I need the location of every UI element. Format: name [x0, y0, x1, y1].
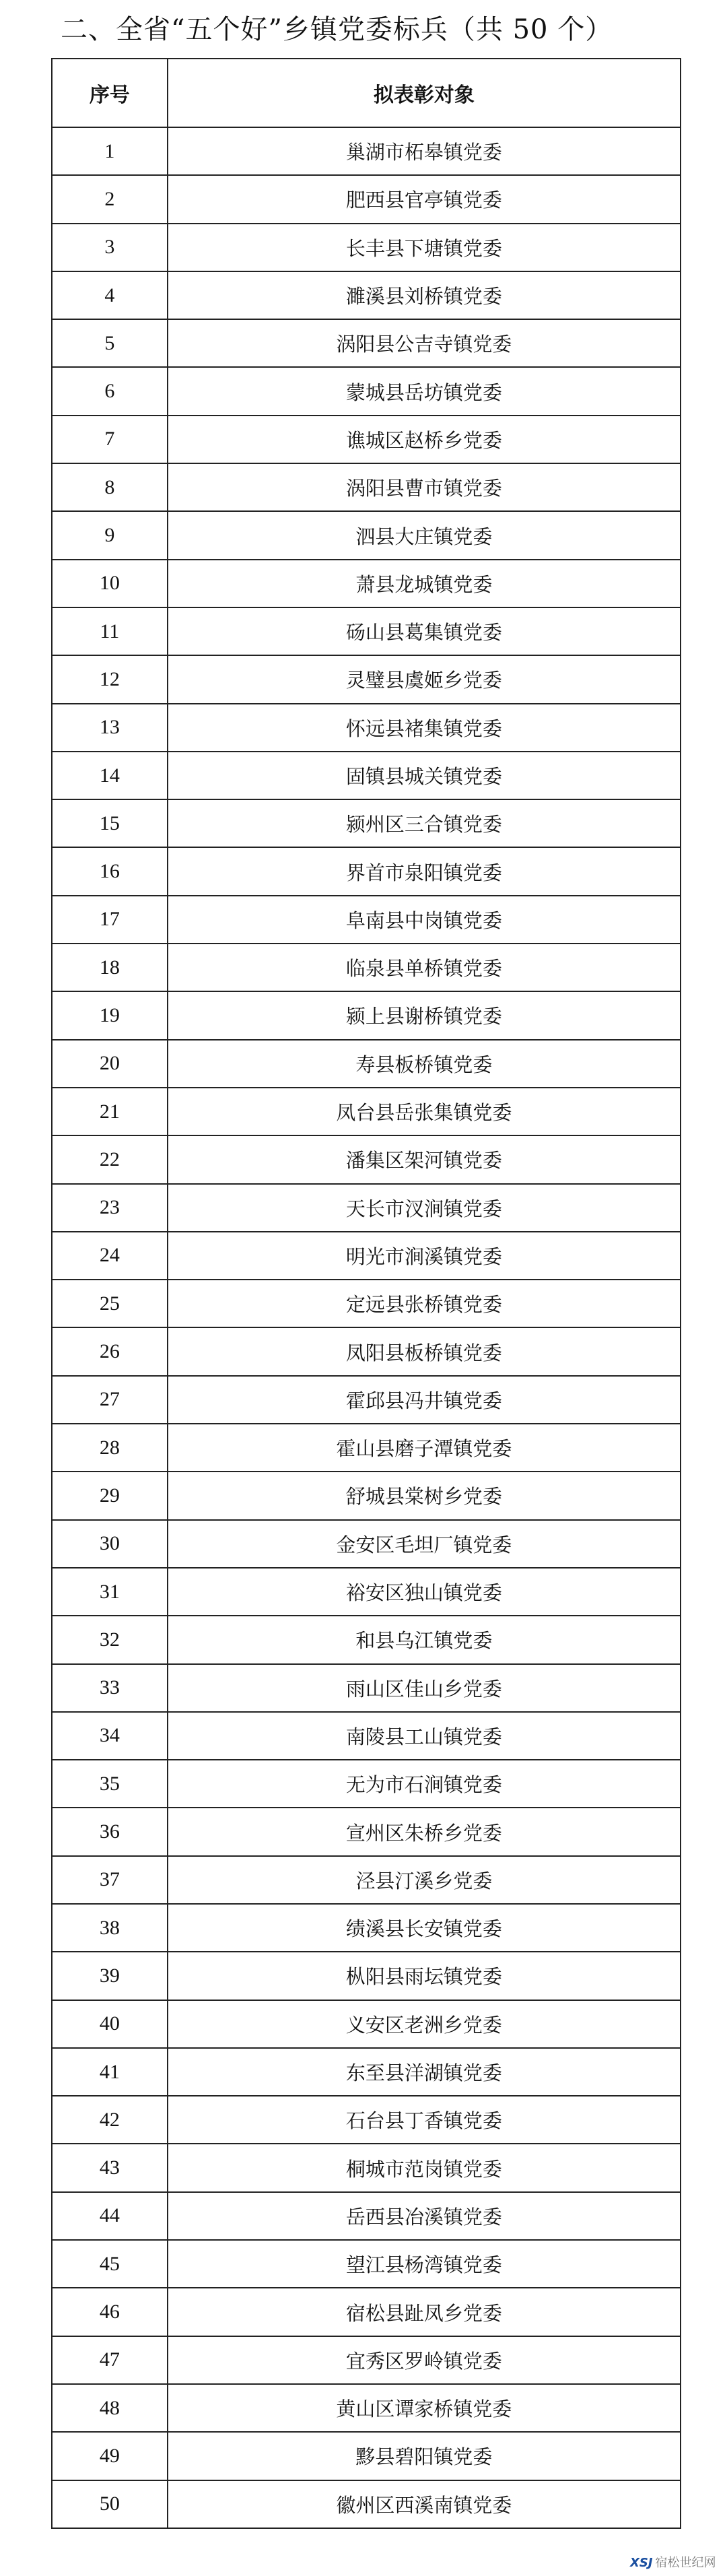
row-serial-number: 46: [52, 2288, 168, 2336]
row-serial-number: 34: [52, 1712, 168, 1760]
table-row: [52, 1135, 681, 1183]
row-commendation-target: 宿松县趾凤乡党委: [168, 2288, 681, 2336]
watermark-text: 宿松世纪网: [655, 2556, 716, 2570]
row-serial-number: 32: [52, 1616, 168, 1663]
row-serial-number: 26: [52, 1327, 168, 1375]
row-serial-number: 9: [52, 511, 168, 559]
row-commendation-target: 裕安区独山镇党委: [168, 1568, 681, 1616]
row-serial-number: 27: [52, 1376, 168, 1424]
row-commendation-target: 阜南县中岗镇党委: [168, 896, 681, 944]
table-row: [52, 2000, 681, 2048]
table-row: [52, 1664, 681, 1712]
row-commendation-target: 涡阳县公吉寺镇党委: [168, 319, 681, 367]
row-serial-number: 6: [52, 367, 168, 415]
table-row: [52, 367, 681, 415]
row-commendation-target: 黄山区谭家桥镇党委: [168, 2384, 681, 2432]
table-row: [52, 1327, 681, 1375]
table-row: [52, 847, 681, 895]
row-commendation-target: 颍上县谢桥镇党委: [168, 991, 681, 1039]
row-commendation-target: 宜秀区罗岭镇党委: [168, 2336, 681, 2384]
table-row: [52, 704, 681, 752]
row-commendation-target: 潘集区架河镇党委: [168, 1135, 681, 1183]
table-row: [52, 1952, 681, 2000]
row-serial-number: 18: [52, 944, 168, 991]
row-commendation-target: 徽州区西溪南镇党委: [168, 2480, 681, 2528]
row-serial-number: 16: [52, 847, 168, 895]
table-row: [52, 1040, 681, 1088]
row-serial-number: 15: [52, 799, 168, 847]
table-row: [52, 2192, 681, 2240]
table-row: [52, 944, 681, 991]
row-commendation-target: 义安区老洲乡党委: [168, 2000, 681, 2048]
row-commendation-target: 临泉县单桥镇党委: [168, 944, 681, 991]
row-serial-number: 19: [52, 991, 168, 1039]
row-commendation-target: 泾县汀溪乡党委: [168, 1856, 681, 1904]
watermark: [630, 2553, 716, 2571]
row-serial-number: 5: [52, 319, 168, 367]
table-row: [52, 1472, 681, 1519]
row-commendation-target: 固镇县城关镇党委: [168, 752, 681, 799]
row-commendation-target: 谯城区赵桥乡党委: [168, 416, 681, 463]
row-serial-number: 23: [52, 1184, 168, 1232]
table-row: [52, 1424, 681, 1472]
row-commendation-target: 界首市泉阳镇党委: [168, 847, 681, 895]
table-row: [52, 991, 681, 1039]
table-row: [52, 1088, 681, 1135]
row-commendation-target: 雨山区佳山乡党委: [168, 1664, 681, 1712]
table-row: [52, 2288, 681, 2336]
table-row: [52, 655, 681, 703]
row-serial-number: 43: [52, 2144, 168, 2191]
commendation-table: [51, 58, 681, 2529]
row-serial-number: 49: [52, 2432, 168, 2480]
row-commendation-target: 望江县杨湾镇党委: [168, 2240, 681, 2288]
table-row: [52, 2480, 681, 2528]
table-row: [52, 799, 681, 847]
row-commendation-target: 定远县张桥镇党委: [168, 1280, 681, 1327]
row-serial-number: 44: [52, 2192, 168, 2240]
row-commendation-target: 东至县洋湖镇党委: [168, 2048, 681, 2096]
row-serial-number: 21: [52, 1088, 168, 1135]
row-serial-number: 36: [52, 1808, 168, 1855]
table-row: [52, 175, 681, 223]
table-row: [52, 1712, 681, 1760]
row-serial-number: 14: [52, 752, 168, 799]
row-serial-number: 48: [52, 2384, 168, 2432]
row-serial-number: 1: [52, 127, 168, 175]
row-commendation-target: 霍邱县冯井镇党委: [168, 1376, 681, 1424]
row-serial-number: 25: [52, 1280, 168, 1327]
row-serial-number: 2: [52, 175, 168, 223]
table-row: [52, 752, 681, 799]
row-commendation-target: 凤阳县板桥镇党委: [168, 1327, 681, 1375]
row-serial-number: 12: [52, 655, 168, 703]
row-commendation-target: 砀山县葛集镇党委: [168, 607, 681, 655]
row-serial-number: 38: [52, 1904, 168, 1952]
row-serial-number: 31: [52, 1568, 168, 1616]
row-serial-number: 37: [52, 1856, 168, 1904]
row-serial-number: 29: [52, 1472, 168, 1519]
header-commendation-target: 拟表彰对象: [168, 59, 681, 127]
row-commendation-target: 萧县龙城镇党委: [168, 560, 681, 607]
table-row: [52, 463, 681, 511]
table-row: [52, 2048, 681, 2096]
table-row: [52, 1280, 681, 1327]
table-row: [52, 1232, 681, 1280]
table-row: [52, 2144, 681, 2191]
row-commendation-target: 桐城市范岗镇党委: [168, 2144, 681, 2191]
table-row: [52, 127, 681, 175]
row-commendation-target: 蒙城县岳坊镇党委: [168, 367, 681, 415]
row-serial-number: 22: [52, 1135, 168, 1183]
row-commendation-target: 黟县碧阳镇党委: [168, 2432, 681, 2480]
table-row: [52, 2384, 681, 2432]
row-serial-number: 33: [52, 1664, 168, 1712]
table-row: [52, 1808, 681, 1855]
row-serial-number: 30: [52, 1520, 168, 1568]
row-serial-number: 45: [52, 2240, 168, 2288]
row-commendation-target: 涡阳县曹市镇党委: [168, 463, 681, 511]
table-row: [52, 896, 681, 944]
row-commendation-target: 怀远县褚集镇党委: [168, 704, 681, 752]
table-row: [52, 319, 681, 367]
row-serial-number: 50: [52, 2480, 168, 2528]
table-row: [52, 2096, 681, 2144]
header-row: [52, 59, 681, 127]
row-serial-number: 11: [52, 607, 168, 655]
table-row: [52, 1376, 681, 1424]
row-serial-number: 13: [52, 704, 168, 752]
header-serial-number: 序号: [52, 59, 168, 127]
row-commendation-target: 金安区毛坦厂镇党委: [168, 1520, 681, 1568]
table-row: [52, 1184, 681, 1232]
row-serial-number: 42: [52, 2096, 168, 2144]
row-serial-number: 41: [52, 2048, 168, 2096]
row-serial-number: 4: [52, 271, 168, 319]
row-commendation-target: 颍州区三合镇党委: [168, 799, 681, 847]
row-commendation-target: 岳西县冶溪镇党委: [168, 2192, 681, 2240]
row-commendation-target: 凤台县岳张集镇党委: [168, 1088, 681, 1135]
row-serial-number: 39: [52, 1952, 168, 2000]
row-serial-number: 3: [52, 224, 168, 271]
row-commendation-target: 霍山县磨子潭镇党委: [168, 1424, 681, 1472]
row-commendation-target: 肥西县官亭镇党委: [168, 175, 681, 223]
row-commendation-target: 濉溪县刘桥镇党委: [168, 271, 681, 319]
row-serial-number: 8: [52, 463, 168, 511]
row-commendation-target: 石台县丁香镇党委: [168, 2096, 681, 2144]
row-serial-number: 7: [52, 416, 168, 463]
row-commendation-target: 泗县大庄镇党委: [168, 511, 681, 559]
row-serial-number: 47: [52, 2336, 168, 2384]
row-serial-number: 28: [52, 1424, 168, 1472]
row-serial-number: 17: [52, 896, 168, 944]
row-serial-number: 35: [52, 1760, 168, 1808]
table-row: [52, 271, 681, 319]
table-header: [52, 59, 681, 127]
table-body: [52, 127, 681, 2528]
table-row: [52, 607, 681, 655]
page-title: 二、全省“五个好”乡镇党委标兵（共 50 个）: [61, 14, 613, 45]
table-row: [52, 1904, 681, 1952]
table-row: [52, 1568, 681, 1616]
row-commendation-target: 枞阳县雨坛镇党委: [168, 1952, 681, 2000]
row-commendation-target: 和县乌江镇党委: [168, 1616, 681, 1663]
row-commendation-target: 灵璧县虞姬乡党委: [168, 655, 681, 703]
table-row: [52, 511, 681, 559]
table-row: [52, 1856, 681, 1904]
row-serial-number: 10: [52, 560, 168, 607]
table-row: [52, 416, 681, 463]
table-row: [52, 224, 681, 271]
table-row: [52, 1616, 681, 1663]
row-commendation-target: 无为市石涧镇党委: [168, 1760, 681, 1808]
row-commendation-target: 长丰县下塘镇党委: [168, 224, 681, 271]
table-row: [52, 1520, 681, 1568]
row-serial-number: 40: [52, 2000, 168, 2048]
row-serial-number: 24: [52, 1232, 168, 1280]
table-row: [52, 560, 681, 607]
table-row: [52, 2432, 681, 2480]
row-commendation-target: 南陵县工山镇党委: [168, 1712, 681, 1760]
row-serial-number: 20: [52, 1040, 168, 1088]
row-commendation-target: 绩溪县长安镇党委: [168, 1904, 681, 1952]
row-commendation-target: 舒城县棠树乡党委: [168, 1472, 681, 1519]
row-commendation-target: 天长市汊涧镇党委: [168, 1184, 681, 1232]
row-commendation-target: 宣州区朱桥乡党委: [168, 1808, 681, 1855]
table-row: [52, 2240, 681, 2288]
watermark-logo: XSJ: [630, 2556, 653, 2570]
row-commendation-target: 明光市涧溪镇党委: [168, 1232, 681, 1280]
table-row: [52, 2336, 681, 2384]
row-commendation-target: 巢湖市柘皋镇党委: [168, 127, 681, 175]
row-commendation-target: 寿县板桥镇党委: [168, 1040, 681, 1088]
table-row: [52, 1760, 681, 1808]
